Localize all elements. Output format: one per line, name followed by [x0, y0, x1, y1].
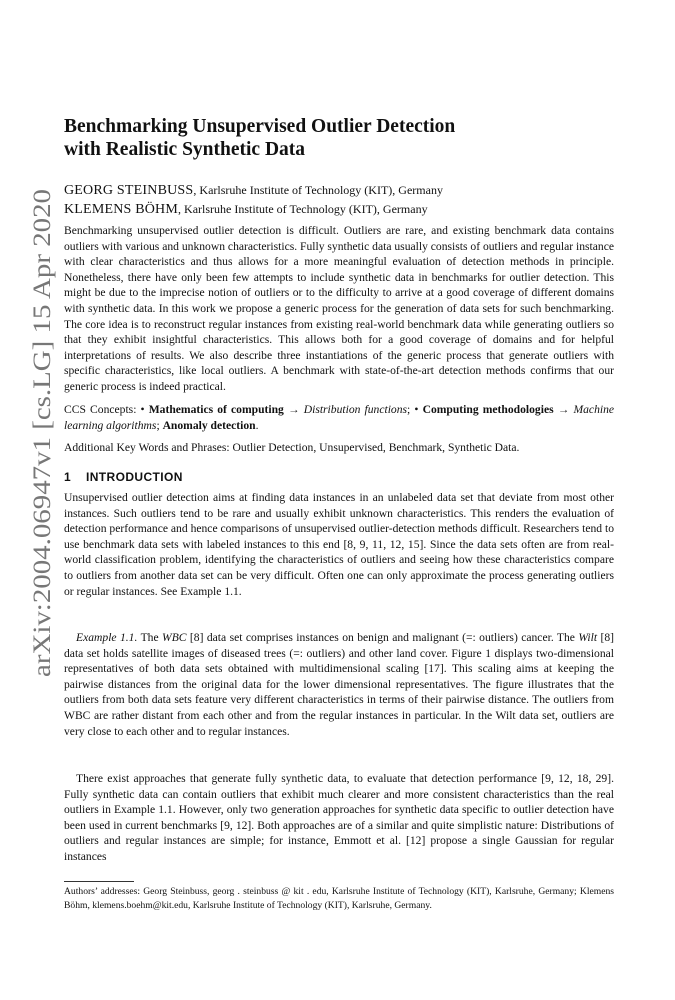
paragraph-text: [8] data set comprises instances on benign and malignant (=: outliers) cancer. The [186, 631, 579, 644]
section-title: INTRODUCTION [86, 470, 183, 484]
ccs-concepts [64, 402, 614, 433]
authors-addresses-footnote: Authors’ addresses: Georg Steinbuss, georg . steinbuss @ kit . edu, Karlsruhe Institute of Technology (KIT), Karlsruhe, Germany; Klemens Böhm, klemens.boehm@kit.edu, Karlsruhe Institute of Technology (KIT), Karlsruhe, Germany. [64, 886, 614, 911]
ccs-separator: ; • [407, 403, 423, 416]
ccs-arrow: → [553, 403, 574, 416]
title-line-1: Benchmarking Unsupervised Outlier Detection [64, 116, 456, 137]
ccs-concept: Computing methodologies [422, 403, 554, 416]
ccs-concept: Mathematics of computing [148, 403, 284, 416]
paper-title [64, 115, 624, 161]
keywords: Additional Key Words and Phrases: Outlier Detection, Unsupervised, Benchmark, Synthetic Data. [64, 441, 520, 454]
dataset-name: WBC [162, 631, 187, 644]
ccs-prefix: CCS Concepts: • [64, 403, 149, 416]
ccs-subconcept: Distribution functions [303, 403, 408, 416]
author-affiliation: , Karlsruhe Institute of Technology (KIT), Germany [193, 183, 443, 197]
paragraph-text: The [137, 631, 163, 644]
author-affiliation: , Karlsruhe Institute of Technology (KIT), Germany [178, 202, 428, 216]
ccs-end: . [255, 418, 259, 432]
author-entry [64, 200, 624, 219]
intro-paragraph-2 [64, 630, 614, 739]
author-name: GEORG STEINBUSS [64, 183, 194, 198]
abstract: Benchmarking unsupervised outlier detection is difficult. Outliers are rare, and existing benchmark data contains outliers with various and unknown characteristics. Fully synthetic data usually consists of outliers and regular instance with clear characteristics and thus allows for a more meaningful evaluation of detection methods in principle. Nonetheless, there have only been few attempts to include synthetic data in benchmarks for outlier detection. This might be due to the imprecise notion of outliers or to the difficulty to arrive at a good coverage of different domains with synthetic data. In this work we propose a generic process for the generation of data sets for such benchmarking. The core idea is to reconstruct regular instances from existing real-world benchmark data while generating outliers so that they exhibit insightful characteristics. This allows both for a good coverage of domains and for helpful interpretations of results. We also describe three instantiations of the generic process that generate outliers with specific characteristics, like local outliers. A benchmark with state-of-the-art detection methods confirms that our generic process is indeed practical. [64, 224, 614, 393]
section-heading [64, 470, 183, 484]
paragraph-text: [8] data set holds satellite images of diseased trees (=: outliers) and other land cover. Figure 1 displays two-dimensional representatives of both data sets obtained with multidimensional scaling [17]. This scaling aims at keeping the pairwise distances from the original data for the lower dimensional representatives. The figure illustrates that the outliers from both data sets feature very different characteristics in terms of their pairwise distance. The outliers from WBC are rather distant from each other and from the regular instances in particular. In the Wilt data set, outliers are very close to each other and to regular instances. [64, 631, 614, 738]
ccs-subconcept: Machine learning algorithms [64, 403, 615, 432]
arxiv-identifier-stamp [8, 185, 68, 685]
author-entry [64, 181, 624, 200]
arxiv-identifier-text: arXiv:2004.06947v1 [cs.LG] 15 Apr 2020 [27, 246, 56, 677]
intro-paragraph-3: There exist approaches that generate fully synthetic data, to evaluate that detection performance [9, 12, 18, 29]. Fully synthetic data can contain outliers that exhibit much clearer and more consistent characteristics than the real outliers in Example 1.1. However, only two generation approaches for synthetic data specific to outlier detection have been used in current benchmarks [9, 12]. Both approaches are of a similar and quite simplistic nature: Distributions of outliers and regular instances are simple; for instance, Emmott et al. [12] propose a single Gaussian for regular instances [64, 772, 614, 863]
title-line-2: with Realistic Synthetic Data [64, 139, 306, 160]
ccs-separator: ; [156, 418, 163, 432]
intro-paragraph-1: Unsupervised outlier detection aims at finding data instances in an unlabeled data set that deviate from most other instances. Such outliers tend to be rare and usually exhibit unknown characteristics. This renders the evaluation of detection performance and hence comparisons of unsupervised outlier-detection methods difficult. Researchers tend to use benchmark data sets with labeled instances to this end [8, 9, 11, 12, 15]. Since the data sets often are from real-world classification problem, identifying the characteristics of outliers and seeing how these characteristics compare to outliers from another data set can be very difficult. Often one can only approximate the process generating outliers or regular instances. See Example 1.1. [64, 491, 614, 598]
dataset-name: Wilt [578, 631, 598, 644]
author-name: KLEMENS BÖHM [64, 202, 179, 217]
footnote-divider [64, 881, 134, 882]
ccs-subconcept-bold: Anomaly detection [162, 418, 256, 432]
example-label: Example 1.1. [76, 631, 138, 644]
section-number: 1 [64, 470, 72, 484]
ccs-arrow: → [283, 403, 304, 416]
author-list [64, 181, 624, 219]
